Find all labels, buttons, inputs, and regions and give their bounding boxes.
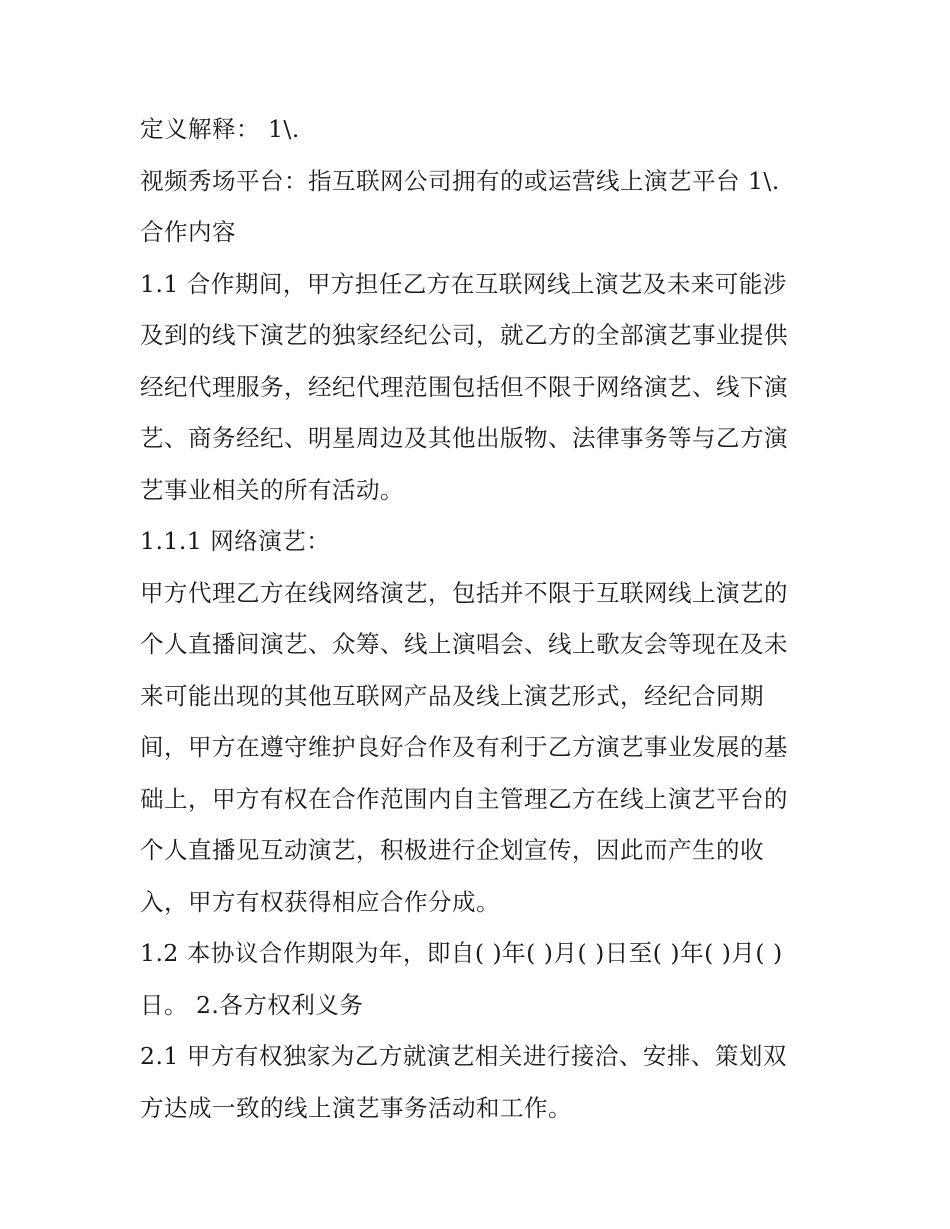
section-cooperation-heading: 合作内容 [140,218,236,246]
clause-1-1-line-4: 艺、商务经纪、明星周边及其他出版物、法律事务等与乙方演 [140,424,788,452]
clause-1-1-1-line-2: 个人直播间演艺、众筹、线上演唱会、线上歌友会等现在及未 [140,630,788,658]
definition-heading: 定义解释： 1\. [140,115,300,143]
clause-1-1-1-heading: 1.1.1 网络演艺： [140,527,331,555]
clause-1-1-line-3: 经纪代理服务，经纪代理范围包括但不限于网络演艺、线下演 [140,372,788,401]
clause-1-1-line-1: 1.1 合作期间，甲方担任乙方在互联网线上演艺及未来可能涉 [140,269,787,298]
clause-1-1-1-line-1: 甲方代理乙方在线网络演艺，包括并不限于互联网线上演艺的 [140,578,788,607]
clause-2-1-line-1: 2.1 甲方有权独家为乙方就演艺相关进行接洽、安排、策划双 [140,1042,787,1070]
document-body [140,110,820,1140]
clause-1-1-1-line-6: 个人直播见互动演艺，积极进行企划宣传，因此而产生的收 [140,836,764,864]
clause-2-1-line-2: 方达成一致的线上演艺事务活动和工作。 [140,1093,572,1122]
clause-1-1-1-line-7: 入，甲方有权获得相应合作分成。 [140,887,500,916]
clause-1-1-1-line-4: 间，甲方在遵守维护良好合作及有利于乙方演艺事业发展的基 [140,733,788,761]
clause-1-1-1-line-3: 来可能出现的其他互联网产品及线上演艺形式，经纪合同期 [140,681,764,710]
definition-video-platform: 视频秀场平台：指互联网公司拥有的或运营线上演艺平台 1\. [140,166,780,195]
clause-1-2-line-1: 1.2 本协议合作期限为年，即自( )年( )月( )日至( )年( )月( ) [140,939,783,967]
clause-1-1-line-5: 艺事业相关的所有活动。 [140,475,404,504]
clause-1-1-line-2: 及到的线下演艺的独家经纪公司，就乙方的全部演艺事业提供 [140,321,788,349]
clause-1-2-line-2: 日。 2.各方权利义务 [140,990,364,1019]
clause-1-1-1-line-5: 础上，甲方有权在合作范围内自主管理乙方在线上演艺平台的 [140,784,788,813]
